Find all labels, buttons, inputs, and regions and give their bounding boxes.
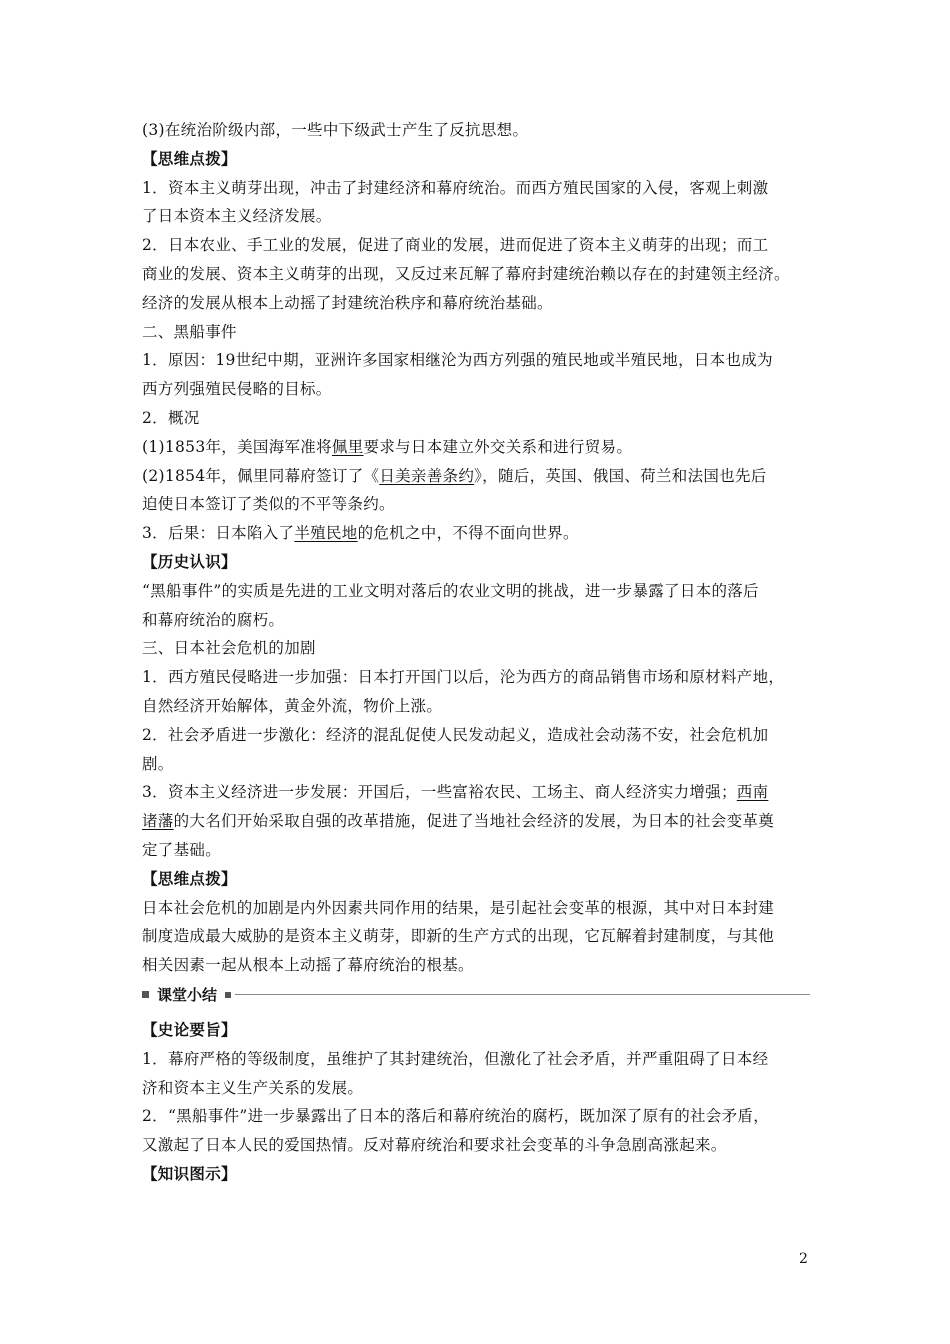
text-segment: (1)1853年，美国海军准将 (142, 437, 332, 456)
text-line (142, 462, 810, 491)
text-line (142, 433, 810, 462)
text-line: 自然经济开始解体，黄金外流，物价上涨。 (142, 696, 443, 715)
text-line: 日本社会危机的加剧是内外因素共同作用的结果，是引起社会变革的根源，其中对日本封建 (142, 898, 775, 917)
text-line: 2．社会矛盾进一步激化：经济的混乱促使人民发动起义，造成社会动荡不安，社会危机加 (142, 725, 769, 744)
text-segment: 3．资本主义经济进一步发展：开国后，一些富裕农民、工场主、商人经济实力增强； (142, 783, 737, 802)
text-segment: 3．后果：日本陷入了 (142, 524, 295, 543)
text-block-summary (142, 1016, 810, 1189)
bracket-heading: 【历史认识】 (142, 551, 237, 571)
text-line: 2．日本农业、手工业的发展，促进了商业的发展，进而促进了资本主义萌芽的出现；而工 (142, 236, 769, 255)
underlined-term: 诸藩 (142, 812, 174, 831)
underlined-term: 佩里 (331, 437, 364, 456)
text-line: 西方列强殖民侵略的目标。 (142, 380, 332, 399)
bracket-heading: 【思维点拨】 (142, 868, 237, 888)
bracket-heading: 【史论要旨】 (142, 1019, 237, 1039)
text-line: 1．原因：19世纪中期，亚洲许多国家相继沦为西方列强的殖民地或半殖民地，日本也成为 (142, 351, 773, 370)
text-line: 又激起了日本人民的爱国热情。反对幕府统治和要求社会变革的斗争急剧高涨起来。 (142, 1136, 727, 1155)
text-segment: 要求与日本建立外交关系和进行贸易。 (363, 437, 633, 456)
text-line: 定了基础。 (142, 840, 222, 859)
text-line: 剧。 (142, 754, 174, 773)
text-line: 和幕府统治的腐朽。 (142, 610, 285, 629)
text-line: (3)在统治阶级内部，一些中下级武士产生了反抗思想。 (142, 121, 529, 139)
text-segment: 的危机之中，不得不面向世界。 (357, 524, 579, 543)
underlined-term: 半殖民地 (294, 524, 358, 543)
text-line (142, 519, 810, 548)
text-line: 1．幕府严格的等级制度，虽维护了其封建统治，但激化了社会矛盾，并严重阻碍了日本经 (142, 1049, 769, 1068)
text-line: 济和资本主义生产关系的发展。 (142, 1078, 364, 1097)
document-body (142, 116, 810, 1189)
bracket-heading: 【知识图示】 (142, 1163, 237, 1183)
divider-rule (235, 994, 810, 995)
section-title: 课堂小结 (157, 986, 218, 1005)
text-block-main (142, 116, 810, 980)
text-line: 了日本资本主义经济发展。 (142, 207, 332, 226)
text-line: “黑船事件”的实质是先进的工业文明对落后的农业文明的挑战，进一步暴露了日本的落后 (142, 581, 759, 600)
text-line: 相关因素一起从根本上动摇了幕府统治的根基。 (142, 956, 474, 975)
text-segment: 》，随后，英国、俄国、荷兰和法国也先后 (474, 466, 767, 485)
underlined-term: 日美亲善条约 (379, 466, 475, 485)
text-line (142, 807, 810, 836)
square-bullet-icon (142, 991, 149, 998)
text-segment: (2)1854年，佩里同幕府签订了《 (142, 466, 380, 485)
page-number: 2 (799, 1251, 808, 1267)
text-line: 制度造成最大威胁的是资本主义萌芽，即新的生产方式的出现，它瓦解着封建制度，与其他 (142, 927, 775, 946)
square-bullet-icon (225, 992, 231, 998)
section-divider (142, 980, 810, 1010)
text-line: 二、黑船事件 (142, 322, 237, 341)
text-line: 2．“黑船事件”进一步暴露出了日本的落后和幕府统治的腐朽，既加深了原有的社会矛盾， (142, 1107, 770, 1126)
text-line: 三、日本社会危机的加剧 (142, 639, 316, 658)
text-line: 1．西方殖民侵略进一步加强：日本打开国门以后，沦为西方的商品销售市场和原材料产地， (142, 668, 785, 687)
text-line: 迫使日本签订了类似的不平等条约。 (142, 495, 395, 514)
text-line: 2．概况 (142, 408, 200, 427)
text-line (142, 778, 810, 807)
underlined-term: 西南 (736, 783, 769, 802)
text-line: 1．资本主义萌芽出现，冲击了封建经济和幕府统治。而西方殖民国家的入侵，客观上刺激 (142, 178, 769, 197)
bracket-heading: 【思维点拨】 (142, 148, 237, 168)
text-segment: 的大名们开始采取自强的改革措施，促进了当地社会经济的发展，为日本的社会变革奠 (173, 812, 775, 831)
text-line: 经济的发展从根本上动摇了封建统治秩序和幕府统治基础。 (142, 293, 553, 312)
text-line: 商业的发展、资本主义萌芽的出现，又反过来瓦解了幕府封建统治赖以存在的封建领主经济。 (142, 264, 790, 283)
